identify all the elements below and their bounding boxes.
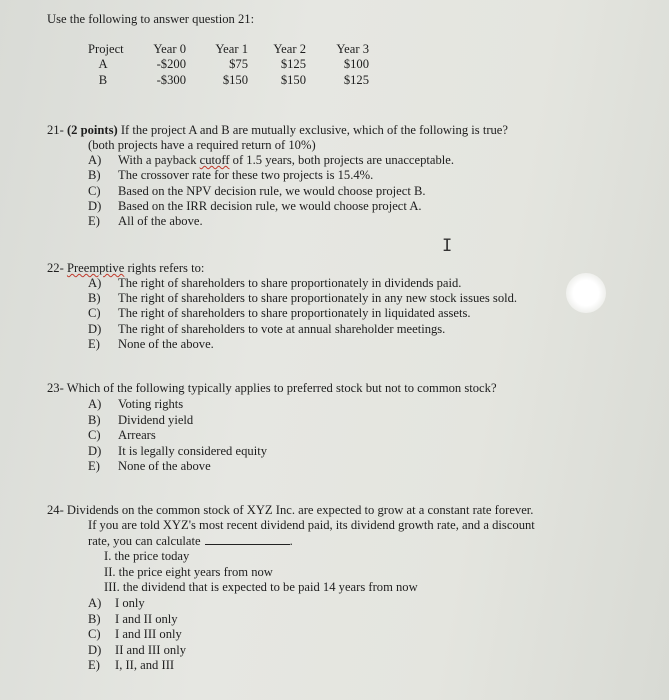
statement-iii: III. the dividend that is expected to be paid 14 years from now [104, 580, 418, 594]
table-cell: $150 [280, 73, 306, 87]
points-label: (2 points) [66, 123, 118, 137]
question-text: If the project A and B are mutually exclusive, which of the following is true? [117, 123, 508, 137]
table-cell: $150 [222, 73, 248, 87]
option-text: II and III only [115, 643, 186, 657]
question-21-stem [47, 123, 508, 138]
option-letter: A) [88, 596, 102, 610]
option-text: Dividend yield [118, 413, 194, 427]
question-number: 21- [47, 123, 64, 137]
table-header-year2: Year 2 [273, 42, 306, 56]
option-text: Based on the IRR decision rule, we would choose project A. [118, 199, 422, 213]
option-text: None of the above [118, 459, 211, 473]
option-letter: C) [88, 428, 101, 442]
option-letter: D) [88, 322, 102, 336]
question-text: rights refers to: [124, 261, 205, 275]
option-letter: C) [88, 627, 101, 641]
question-23-stem: 23- Which of the following typically applies to preferred stock but not to common stock? [47, 381, 497, 395]
option-text: All of the above. [118, 214, 203, 228]
option-text: Arrears [118, 428, 156, 442]
table-header-year0: Year 0 [153, 42, 186, 56]
option-letter: D) [88, 643, 102, 657]
option-letter: E) [88, 658, 100, 672]
option-letter: C) [88, 306, 101, 320]
table-header-year1: Year 1 [215, 42, 248, 56]
option-letter: B) [88, 612, 101, 626]
question-24-stem: 24- Dividends on the common stock of XYZ Inc. are expected to grow at a constant rate forever. [47, 503, 534, 517]
text-cursor-icon: I [442, 236, 453, 256]
table-cell: $75 [229, 57, 248, 71]
option-text: None of the above. [118, 337, 214, 351]
option-letter: A) [88, 153, 102, 167]
option-letter: E) [88, 459, 100, 473]
option-text [118, 153, 454, 168]
intro-text: Use the following to answer question 21: [47, 12, 255, 26]
option-letter: A) [88, 397, 102, 411]
option-text: I, II, and III [115, 658, 175, 672]
table-header-project: Project [88, 42, 124, 56]
option-letter: B) [88, 291, 101, 305]
option-text: It is legally considered equity [118, 444, 267, 458]
option-text: The right of shareholders to share proportionately in liquidated assets. [118, 306, 471, 320]
spellcheck-word: Preemptive [66, 261, 125, 275]
table-cell: -$300 [156, 73, 186, 87]
option-letter: E) [88, 337, 100, 351]
option-text: The right of shareholders to share proportionately in any new stock issues sold. [118, 291, 518, 305]
table-cell: $125 [280, 57, 306, 71]
option-text: The right of shareholders to share proportionately in dividends paid. [118, 276, 462, 290]
option-letter: B) [88, 168, 101, 182]
statement-ii: II. the price eight years from now [104, 565, 273, 579]
option-letter: C) [88, 184, 101, 198]
table-cell: $125 [343, 73, 369, 87]
spellcheck-word: cutoff [199, 153, 230, 167]
table-cell: -$200 [156, 57, 186, 71]
option-text: Voting rights [118, 397, 184, 411]
option-text: I and II only [115, 612, 178, 626]
text-segment: of 1.5 years, both projects are unacceptable. [229, 153, 455, 167]
table-header-year3: Year 3 [336, 42, 369, 56]
option-letter: D) [88, 199, 102, 213]
question-number: 22- [47, 261, 64, 275]
option-letter: D) [88, 444, 102, 458]
option-text: I and III only [115, 627, 182, 641]
question-24-stem-line3 [88, 534, 293, 549]
question-22-stem [47, 261, 204, 276]
option-text: The right of shareholders to vote at annual shareholder meetings. [118, 322, 446, 336]
table-cell: A [98, 57, 108, 71]
question-21-note: (both projects have a required return of 10%) [88, 138, 316, 152]
option-letter: B) [88, 413, 101, 427]
table-cell: $100 [343, 57, 369, 71]
stem-period: . [289, 534, 293, 548]
option-letter: E) [88, 214, 100, 228]
text-segment: With a payback [118, 153, 200, 167]
option-text: Based on the NPV decision rule, we would choose project B. [118, 184, 426, 198]
light-glare [566, 273, 606, 313]
option-text: The crossover rate for these two projects is 15.4%. [118, 168, 374, 182]
option-letter: A) [88, 276, 102, 290]
stem-text: rate, you can calculate [88, 534, 201, 548]
statement-i: I. the price today [104, 549, 190, 563]
table-cell: B [98, 73, 108, 87]
option-text: I only [115, 596, 145, 610]
answer-blank [205, 534, 290, 545]
question-24-stem-line2: If you are told XYZ's most recent dividend paid, its dividend growth rate, and a discount [88, 518, 535, 532]
